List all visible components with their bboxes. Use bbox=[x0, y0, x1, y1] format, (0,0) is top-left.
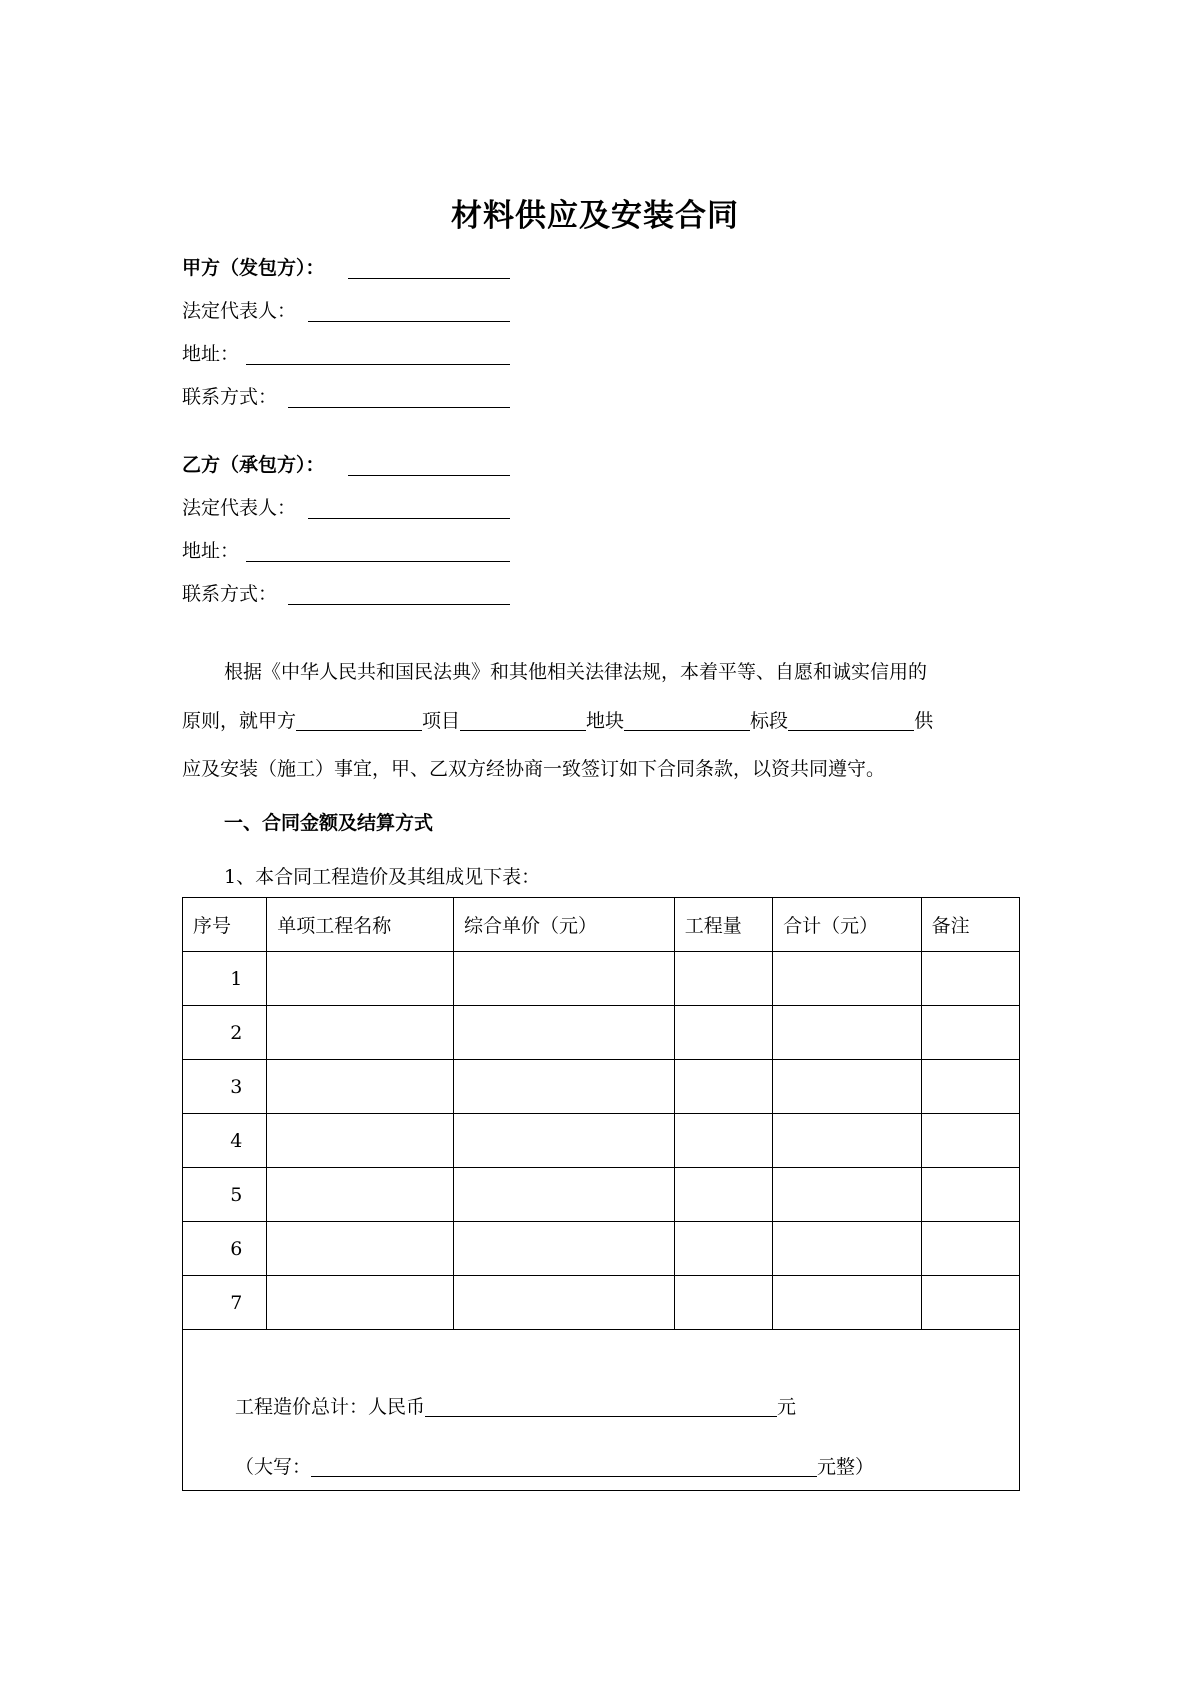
row-number: 2 bbox=[183, 1006, 267, 1060]
row-number: 7 bbox=[183, 1276, 267, 1330]
cell-remarks[interactable] bbox=[921, 1114, 1019, 1168]
cell-item-name[interactable] bbox=[267, 952, 454, 1006]
row-number: 4 bbox=[183, 1114, 267, 1168]
cell-remarks[interactable] bbox=[921, 1006, 1019, 1060]
cell-remarks[interactable] bbox=[921, 1168, 1019, 1222]
total-upper-label: （大写： bbox=[235, 1456, 312, 1478]
party-b-address-field bbox=[182, 538, 510, 564]
cell-remarks[interactable] bbox=[921, 1276, 1019, 1330]
total-cell bbox=[183, 1330, 1020, 1491]
header-remarks: 备注 bbox=[921, 898, 1019, 952]
party-a-address-field bbox=[182, 341, 510, 367]
total-row bbox=[183, 1330, 1020, 1491]
client-blank[interactable] bbox=[296, 712, 422, 731]
intro-line-3: 应及安装（施工）事宜，甲、乙双方经协商一致签订如下合同条款，以资共同遵守。 bbox=[182, 758, 886, 780]
cell-subtotal[interactable] bbox=[773, 1276, 922, 1330]
header-unit-price: 综合单价（元） bbox=[453, 898, 674, 952]
total-upper-blank[interactable] bbox=[311, 1458, 817, 1477]
row-number: 6 bbox=[183, 1222, 267, 1276]
total-upper-line bbox=[235, 1452, 874, 1479]
cost-table bbox=[182, 897, 1020, 1491]
cell-quantity[interactable] bbox=[674, 1276, 772, 1330]
cell-unit-price[interactable] bbox=[453, 1006, 674, 1060]
cell-subtotal[interactable] bbox=[773, 952, 922, 1006]
cell-remarks[interactable] bbox=[921, 1060, 1019, 1114]
cell-item-name[interactable] bbox=[267, 1168, 454, 1222]
cell-item-name[interactable] bbox=[267, 1222, 454, 1276]
plot-blank[interactable] bbox=[624, 712, 750, 731]
table-row bbox=[183, 1006, 1020, 1060]
cell-unit-price[interactable] bbox=[453, 1114, 674, 1168]
party-b-blank[interactable] bbox=[348, 475, 510, 476]
intro-line-1: 根据《中华人民共和国民法典》和其他相关法律法规，本着平等、自愿和诚实信用的 bbox=[224, 661, 928, 683]
intro-text-d: 标段 bbox=[750, 710, 789, 732]
intro-text-a: 原则，就甲方 bbox=[182, 710, 297, 732]
cell-item-name[interactable] bbox=[267, 1114, 454, 1168]
party-a-contact-blank[interactable] bbox=[288, 407, 510, 408]
party-a-rep-blank[interactable] bbox=[308, 321, 510, 322]
item-1-text: 1、本合同工程造价及其组成见下表： bbox=[224, 866, 541, 888]
table-header-row bbox=[183, 898, 1020, 952]
table-row bbox=[183, 1276, 1020, 1330]
cell-item-name[interactable] bbox=[267, 1006, 454, 1060]
cell-quantity[interactable] bbox=[674, 1006, 772, 1060]
party-a-address-blank[interactable] bbox=[246, 364, 510, 365]
total-amount-blank[interactable] bbox=[425, 1398, 777, 1417]
section-heading: 一、合同金额及结算方式 bbox=[224, 812, 434, 834]
table-row bbox=[183, 1114, 1020, 1168]
row-number: 1 bbox=[183, 952, 267, 1006]
cell-subtotal[interactable] bbox=[773, 1060, 922, 1114]
cell-subtotal[interactable] bbox=[773, 1222, 922, 1276]
total-amount-line bbox=[235, 1392, 796, 1419]
cell-remarks[interactable] bbox=[921, 1222, 1019, 1276]
cell-item-name[interactable] bbox=[267, 1276, 454, 1330]
party-a-address-label: 地址： bbox=[182, 343, 240, 365]
cell-subtotal[interactable] bbox=[773, 1168, 922, 1222]
header-subtotal: 合计（元） bbox=[773, 898, 922, 952]
cell-quantity[interactable] bbox=[674, 1060, 772, 1114]
total-unit: 元 bbox=[777, 1396, 797, 1418]
cell-unit-price[interactable] bbox=[453, 1060, 674, 1114]
cell-subtotal[interactable] bbox=[773, 1114, 922, 1168]
intro-text-b: 项目 bbox=[422, 710, 461, 732]
cell-unit-price[interactable] bbox=[453, 1168, 674, 1222]
cell-item-name[interactable] bbox=[267, 1060, 454, 1114]
row-number: 3 bbox=[183, 1060, 267, 1114]
total-label: 工程造价总计：人民币 bbox=[235, 1396, 426, 1418]
page-title: 材料供应及安装合同 bbox=[451, 198, 739, 234]
row-number: 5 bbox=[183, 1168, 267, 1222]
party-b-contact-field bbox=[182, 581, 510, 607]
intro-text-e: 供 bbox=[914, 710, 934, 732]
party-b-contact-blank[interactable] bbox=[288, 604, 510, 605]
total-upper-unit: 元整） bbox=[817, 1456, 875, 1478]
cell-remarks[interactable] bbox=[921, 952, 1019, 1006]
party-b-address-label: 地址： bbox=[182, 540, 240, 562]
cell-unit-price[interactable] bbox=[453, 1222, 674, 1276]
cell-quantity[interactable] bbox=[674, 1222, 772, 1276]
party-a-blank[interactable] bbox=[348, 278, 510, 279]
cell-quantity[interactable] bbox=[674, 952, 772, 1006]
party-b-address-blank[interactable] bbox=[246, 561, 510, 562]
party-a-contact-field bbox=[182, 384, 510, 410]
table-row bbox=[183, 1222, 1020, 1276]
header-item-name: 单项工程名称 bbox=[267, 898, 454, 952]
party-a-field bbox=[182, 255, 510, 281]
party-a-rep-field bbox=[182, 298, 510, 324]
table-row bbox=[183, 952, 1020, 1006]
party-b-contact-label: 联系方式： bbox=[182, 583, 278, 605]
party-a-rep-label: 法定代表人： bbox=[182, 300, 297, 322]
header-seq: 序号 bbox=[183, 898, 267, 952]
cell-unit-price[interactable] bbox=[453, 952, 674, 1006]
table-row bbox=[183, 1168, 1020, 1222]
party-b-rep-blank[interactable] bbox=[308, 518, 510, 519]
party-a-contact-label: 联系方式： bbox=[182, 386, 278, 408]
party-b-rep-field bbox=[182, 495, 510, 521]
project-blank[interactable] bbox=[460, 712, 586, 731]
party-a-label: 甲方（发包方）： bbox=[182, 257, 325, 279]
cell-subtotal[interactable] bbox=[773, 1006, 922, 1060]
party-b-field bbox=[182, 452, 510, 478]
table-row bbox=[183, 1060, 1020, 1114]
intro-line-2 bbox=[182, 706, 1022, 733]
cell-unit-price[interactable] bbox=[453, 1276, 674, 1330]
intro-text-c: 地块 bbox=[586, 710, 625, 732]
cell-quantity[interactable] bbox=[674, 1114, 772, 1168]
section-blank[interactable] bbox=[788, 712, 914, 731]
header-quantity: 工程量 bbox=[674, 898, 772, 952]
cell-quantity[interactable] bbox=[674, 1168, 772, 1222]
party-b-label: 乙方（承包方）： bbox=[182, 454, 325, 476]
party-b-rep-label: 法定代表人： bbox=[182, 497, 297, 519]
